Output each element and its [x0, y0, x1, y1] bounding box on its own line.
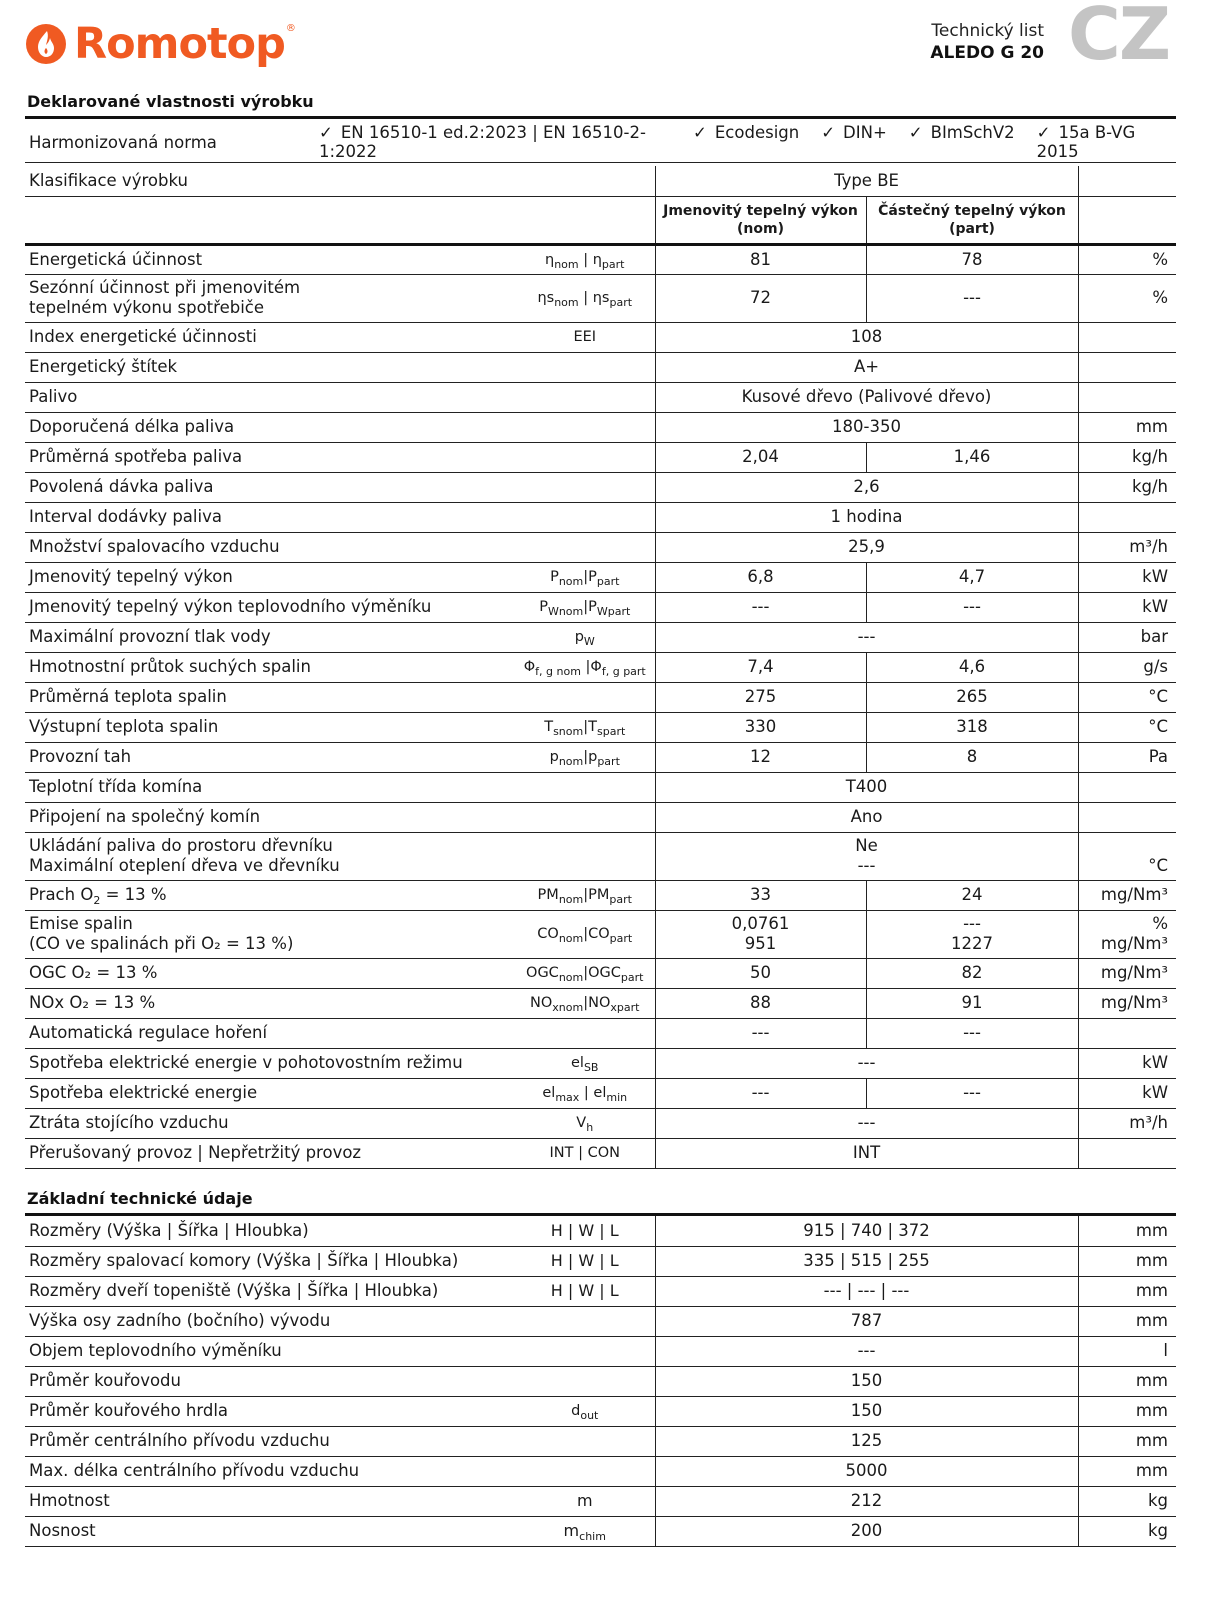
norm-list	[319, 123, 1176, 161]
table-row: Povolená dávka paliva 2,6 kg/h	[25, 472, 1176, 502]
check-icon: ✓	[1036, 123, 1051, 142]
table-row: Energetický štítek A+	[25, 352, 1176, 382]
declared-properties-table	[25, 166, 1176, 1169]
check-icon: ✓	[319, 123, 333, 142]
col-header-part: Částečný tepelný výkon (part)	[866, 196, 1078, 244]
symbol: $m_{chim}$	[515, 1516, 655, 1546]
classification-label: Klasifikace výrobku	[25, 166, 655, 196]
norm-item: ✓ 15a B-VG 2015	[1036, 123, 1136, 161]
symbol: $p_W$	[515, 622, 655, 652]
doc-type: Technický list	[931, 21, 1044, 41]
brand-name: Romotop	[74, 19, 285, 69]
table-row: Jmenovitý tepelný výkon teplovodního výměníku $P_{Wnom}|P_{Wpart}$ --- --- kW	[25, 592, 1176, 622]
check-icon: ✓	[821, 123, 836, 142]
norm-item: ✓ EN 16510-1 ed.2:2023 | EN 16510-2-1:2022	[319, 123, 646, 161]
symbol: $\Phi_{f, g nom}$ $|\Phi_{f, g part}$	[515, 652, 655, 682]
table-row: Přerušovaný provoz | Nepřetržitý provoz INT | CON INT	[25, 1138, 1176, 1168]
table-row: Interval dodávky paliva 1 hodina	[25, 502, 1176, 532]
table-row: Automatická regulace hoření --- ---	[25, 1018, 1176, 1048]
table-row: Palivo Kusové dřevo (Palivové dřevo)	[25, 382, 1176, 412]
symbol: $CO_{nom}|CO_{part}$	[515, 910, 655, 958]
section-title-basic-tech-data: Základní technické údaje	[27, 1189, 253, 1208]
table-row: Spotřeba elektrické energie $el_{max}$ | $el_{min}$ --- --- kW	[25, 1078, 1176, 1108]
table-row: Doporučená délka paliva 180-350 mm	[25, 412, 1176, 442]
table-row: Max. délka centrálního přívodu vzduchu 5000 mm	[25, 1456, 1176, 1486]
table-row: Připojení na společný komín Ano	[25, 802, 1176, 832]
table-row: OGC O₂ = 13 % $OGC_{nom}|OGC_{part}$ 50 82 mg/Nm³	[25, 958, 1176, 988]
symbol: $OGC_{nom}|OGC_{part}$	[515, 958, 655, 988]
column-header-row	[25, 196, 1176, 244]
col-header-nom: Jmenovitý tepelný výkon (nom)	[655, 196, 866, 244]
table-row: Ztráta stojícího vzduchu $V_h$ --- m³/h	[25, 1108, 1176, 1138]
symbol: $\eta s_{nom}$ | $\eta s_{part}$	[515, 274, 655, 322]
table-row: Rozměry spalovací komory (Výška | Šířka | Hloubka) H | W | L 335 | 515 | 255 mm	[25, 1246, 1176, 1276]
harmonized-norm-row	[25, 122, 1176, 163]
table-row: Průměr centrálního přívodu vzduchu 125 mm	[25, 1426, 1176, 1456]
check-icon: ✓	[693, 123, 707, 142]
model-name: ALEDO G 20	[930, 43, 1044, 63]
registered-mark: ®	[285, 22, 296, 34]
norm-item: ✓ Ecodesign	[693, 123, 800, 142]
table-row: Výška osy zadního (bočního) vývodu 787 mm	[25, 1306, 1176, 1336]
table-row: Průměr kouřového hrdla $d_{out}$ 150 mm	[25, 1396, 1176, 1426]
norm-item: ✓ BImSchV2	[908, 123, 1015, 142]
classification-value: Type BE	[655, 166, 1078, 196]
check-icon: ✓	[908, 123, 923, 142]
table-row: Množství spalovacího vzduchu 25,9 m³/h	[25, 532, 1176, 562]
basic-tech-data-table	[25, 1216, 1176, 1547]
table-row: Provozní tah $p_{nom}|p_{part}$ 12 8 Pa	[25, 742, 1176, 772]
symbol: $P_{Wnom}|P_{Wpart}$	[515, 592, 655, 622]
symbol: $T_{snom}|T_{spart}$	[515, 712, 655, 742]
flame-icon	[26, 24, 66, 64]
table-row: Maximální provozní tlak vody $p_W$ --- bar	[25, 622, 1176, 652]
table-row: Rozměry (Výška | Šířka | Hloubka) H | W | L 915 | 740 | 372 mm	[25, 1216, 1176, 1246]
table-row: Sezónní účinnost při jmenovitém tepelném výkonu spotřebiče $\eta s_{nom}$ | $\eta s_{part}$ 72 --- %	[25, 274, 1176, 322]
table-row	[25, 166, 1176, 196]
symbol: $V_h$	[515, 1108, 655, 1138]
table-row: Ukládání paliva do prostoru dřevníku Maximální oteplení dřeva ve dřevníku Ne --- °C	[25, 832, 1176, 880]
table-row: Nosnost $m_{chim}$ 200 kg	[25, 1516, 1176, 1546]
table-row: Jmenovitý tepelný výkon $P_{nom}|P_{part}$ 6,8 4,7 kW	[25, 562, 1176, 592]
table-row: Výstupní teplota spalin $T_{snom}|T_{spart}$ 330 318 °C	[25, 712, 1176, 742]
table-row: Hmotnost m 212 kg	[25, 1486, 1176, 1516]
table-row: Objem teplovodního výměníku --- l	[25, 1336, 1176, 1366]
section-title-declared-properties: Deklarované vlastnosti výrobku	[27, 92, 314, 111]
table-row: Průměrná teplota spalin 275 265 °C	[25, 682, 1176, 712]
symbol: $d_{out}$	[515, 1396, 655, 1426]
table-row: Index energetické účinnosti EEI 108	[25, 322, 1176, 352]
norm-item: ✓ DIN+	[821, 123, 887, 142]
table-row: Prach $O_2 = 13$ % $PM_{nom}|PM_{part}$ 33 24 mg/Nm³	[25, 880, 1176, 910]
symbol: $PM_{nom}|PM_{part}$	[515, 880, 655, 910]
table-row: Spotřeba elektrické energie v pohotovostním režimu $el_{SB}$ --- kW	[25, 1048, 1176, 1078]
symbol: $\eta_{nom}$ | $\eta_{part}$	[515, 244, 655, 274]
section-divider	[25, 116, 1176, 119]
table-row: NOx O₂ = 13 % $NO_{xnom}|NO_{xpart}$ 88 91 mg/Nm³	[25, 988, 1176, 1018]
table-row: Rozměry dveří topeniště (Výška | Šířka | Hloubka) H | W | L --- | --- | --- mm	[25, 1276, 1176, 1306]
table-row: Hmotnostní průtok suchých spalin $\Phi_{f, g nom}$ $|\Phi_{f, g part}$ 7,4 4,6 g/s	[25, 652, 1176, 682]
symbol: $p_{nom}|p_{part}$	[515, 742, 655, 772]
language-code: CZ	[1068, 0, 1170, 76]
table-row: Teplotní třída komína T400	[25, 772, 1176, 802]
symbol: $el_{max}$ | $el_{min}$	[515, 1078, 655, 1108]
table-row: Průměr kouřovodu 150 mm	[25, 1366, 1176, 1396]
symbol: $el_{SB}$	[515, 1048, 655, 1078]
table-row: Emise spalin (CO ve spalinách při O₂ = 13 %) $CO_{nom}|CO_{part}$ 0,0761 951 --- 1227 % mg/Nm³	[25, 910, 1176, 958]
norm-label: Harmonizovaná norma	[29, 132, 217, 152]
romotop-logo	[26, 20, 296, 68]
table-row: Průměrná spotřeba paliva 2,04 1,46 kg/h	[25, 442, 1176, 472]
document-heading	[930, 20, 1044, 64]
symbol: $NO_{xnom}|NO_{xpart}$	[515, 988, 655, 1018]
table-row: Energetická účinnost $\eta_{nom}$ | $\eta_{part}$ 81 78 %	[25, 244, 1176, 274]
symbol: $P_{nom}|P_{part}$	[515, 562, 655, 592]
